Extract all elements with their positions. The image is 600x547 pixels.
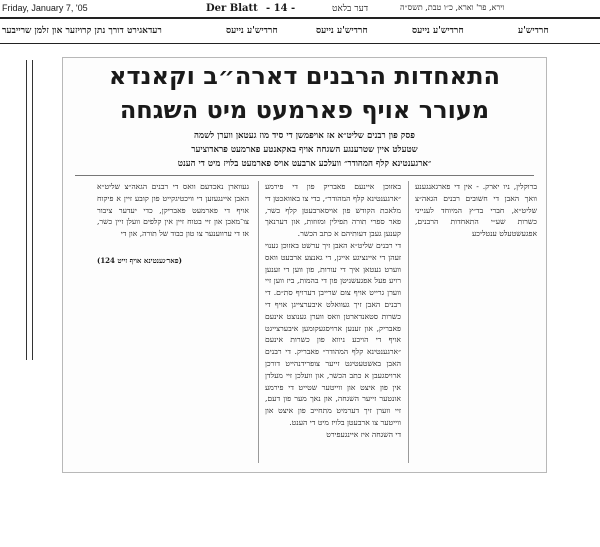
section-strip [0, 22, 600, 42]
subheadline-line: פסק פון רבנים שליט״א אז אויפמשן די סיד מוז געטאן ווערן לשמה [194, 131, 415, 141]
editor-credit: רעדאגירט דורך נתן קרויזער און זלמן שרייבער [2, 26, 162, 36]
headline-primary: התאחדות הרבנים דארה״ב וקאנדא [109, 62, 500, 90]
hebrew-date: וירא, פר' וארא, כ״ו טבת, תשס״ה [400, 3, 505, 12]
issue-date: Friday, January 7, '05 [2, 3, 88, 13]
article-column-middle: באזוכן איינעם פאבריק פון די פירמע ״ארגענטינא קלף המהודר״, כדי צו באוואכטן די מלאכת הקודש פון אויסארבעטן קלף כשר, פאר ספרי תורה תפילין ומזוזות, און דערנאך קענען געבן דעותיהם א כתב הכשר. די רבנים שליט״א האבן זיך ערשט באזוכן גענוי זעהן די איינציגע אייגן, די גאנצע ארבעט וואס ווערט געטאן איך די עורות, פון ווען די זענען רויע פעל אפגעשניטן פון די בהמות, ביז ווען זיי ווערן גרייט אויף צום שרייבן דערויף סת״ם. די רבנים האבן זיך געוואלט איבערצייגן אויף די כשרות סטאנדארטן וואס ווערן גענוצט אינעם פאבריק, און זענען ארויסגעקומען איבערצייגט אויף די הויכע ניווא פון כשרות אינעם ״ארגענטינא קלף המהודר״ פאבריק. די רבנים האבן באשטעטיגט זייער צופרידנהייט דורכן ארויסגעבן א כתב הכשר, און וועלכן זיי מעלדן אין פון איצט און ווייטער שטייט די פירמע אונטער זייער השגחה, און נאך מער פון דעם, זיי ווערן זיך דערמיט מתחייב פון איצט און ווייטער צו ארבעטן בלויז מיט די הענט. די השגחה איז איינגעפירט [265, 182, 401, 439]
header-rule [0, 17, 600, 19]
page-number: - 14 - [266, 3, 296, 14]
article-column-right: ברוקלין, ניו יארק. - אין די פארגאנגענע וואך האבן די חשובים רבנים הגאה״צ שליט״א, חברי בד״ץ המיוחד לענייני כשרות שע״י התאחדות הרבנים, אפגעשטעלט ענטליכע [415, 182, 537, 239]
margin-rule [26, 60, 27, 360]
continued-credit: (פאר׳גענטינא אויף זייט 124) [97, 256, 182, 265]
section-label: חרדיש'ע נייעס [412, 26, 464, 36]
subheadline-line: ״ארגענטינא קלף המהודר״ וועלכע ארבעט אויס פארמעט בלויז מיט די הענט [177, 159, 432, 169]
strip-rule [0, 43, 600, 44]
headline-secondary: מעורר אויף פארמעט מיט השגחה [119, 96, 490, 124]
column-divider [408, 181, 409, 463]
article-clipping [62, 57, 547, 473]
newspaper-title: Der Blatt [206, 3, 258, 14]
margin-rule [32, 60, 33, 360]
subheadline-line: שטעלט איין שטרענגע השגחה אויף באקאנטע פארמעט פראדוציער [191, 145, 418, 155]
newspaper-title-hebrew: דער בלאט [332, 4, 369, 14]
column-divider [258, 181, 259, 463]
section-label: חרדיש'ע נייעס [316, 26, 368, 36]
section-label: חרדיש'ע [518, 26, 549, 36]
section-label: חרדיש'ע נייעס [226, 26, 278, 36]
subhead-rule [75, 175, 534, 176]
article-column-left: געווארן נאכדעם וואס די רבנים הגאה״צ שליט״א האבן איינגעזען די וויכטיגקייט פון קובע זיין א פיקוח אויף די פארמעט פאבריקן, כדי יעדער ציבור צו־מאכן און זיי בטוח זיין אין קלפים וועלן זיין כשר, אז די ערווענער צו טון כבוד של תורה, און די [97, 182, 249, 239]
